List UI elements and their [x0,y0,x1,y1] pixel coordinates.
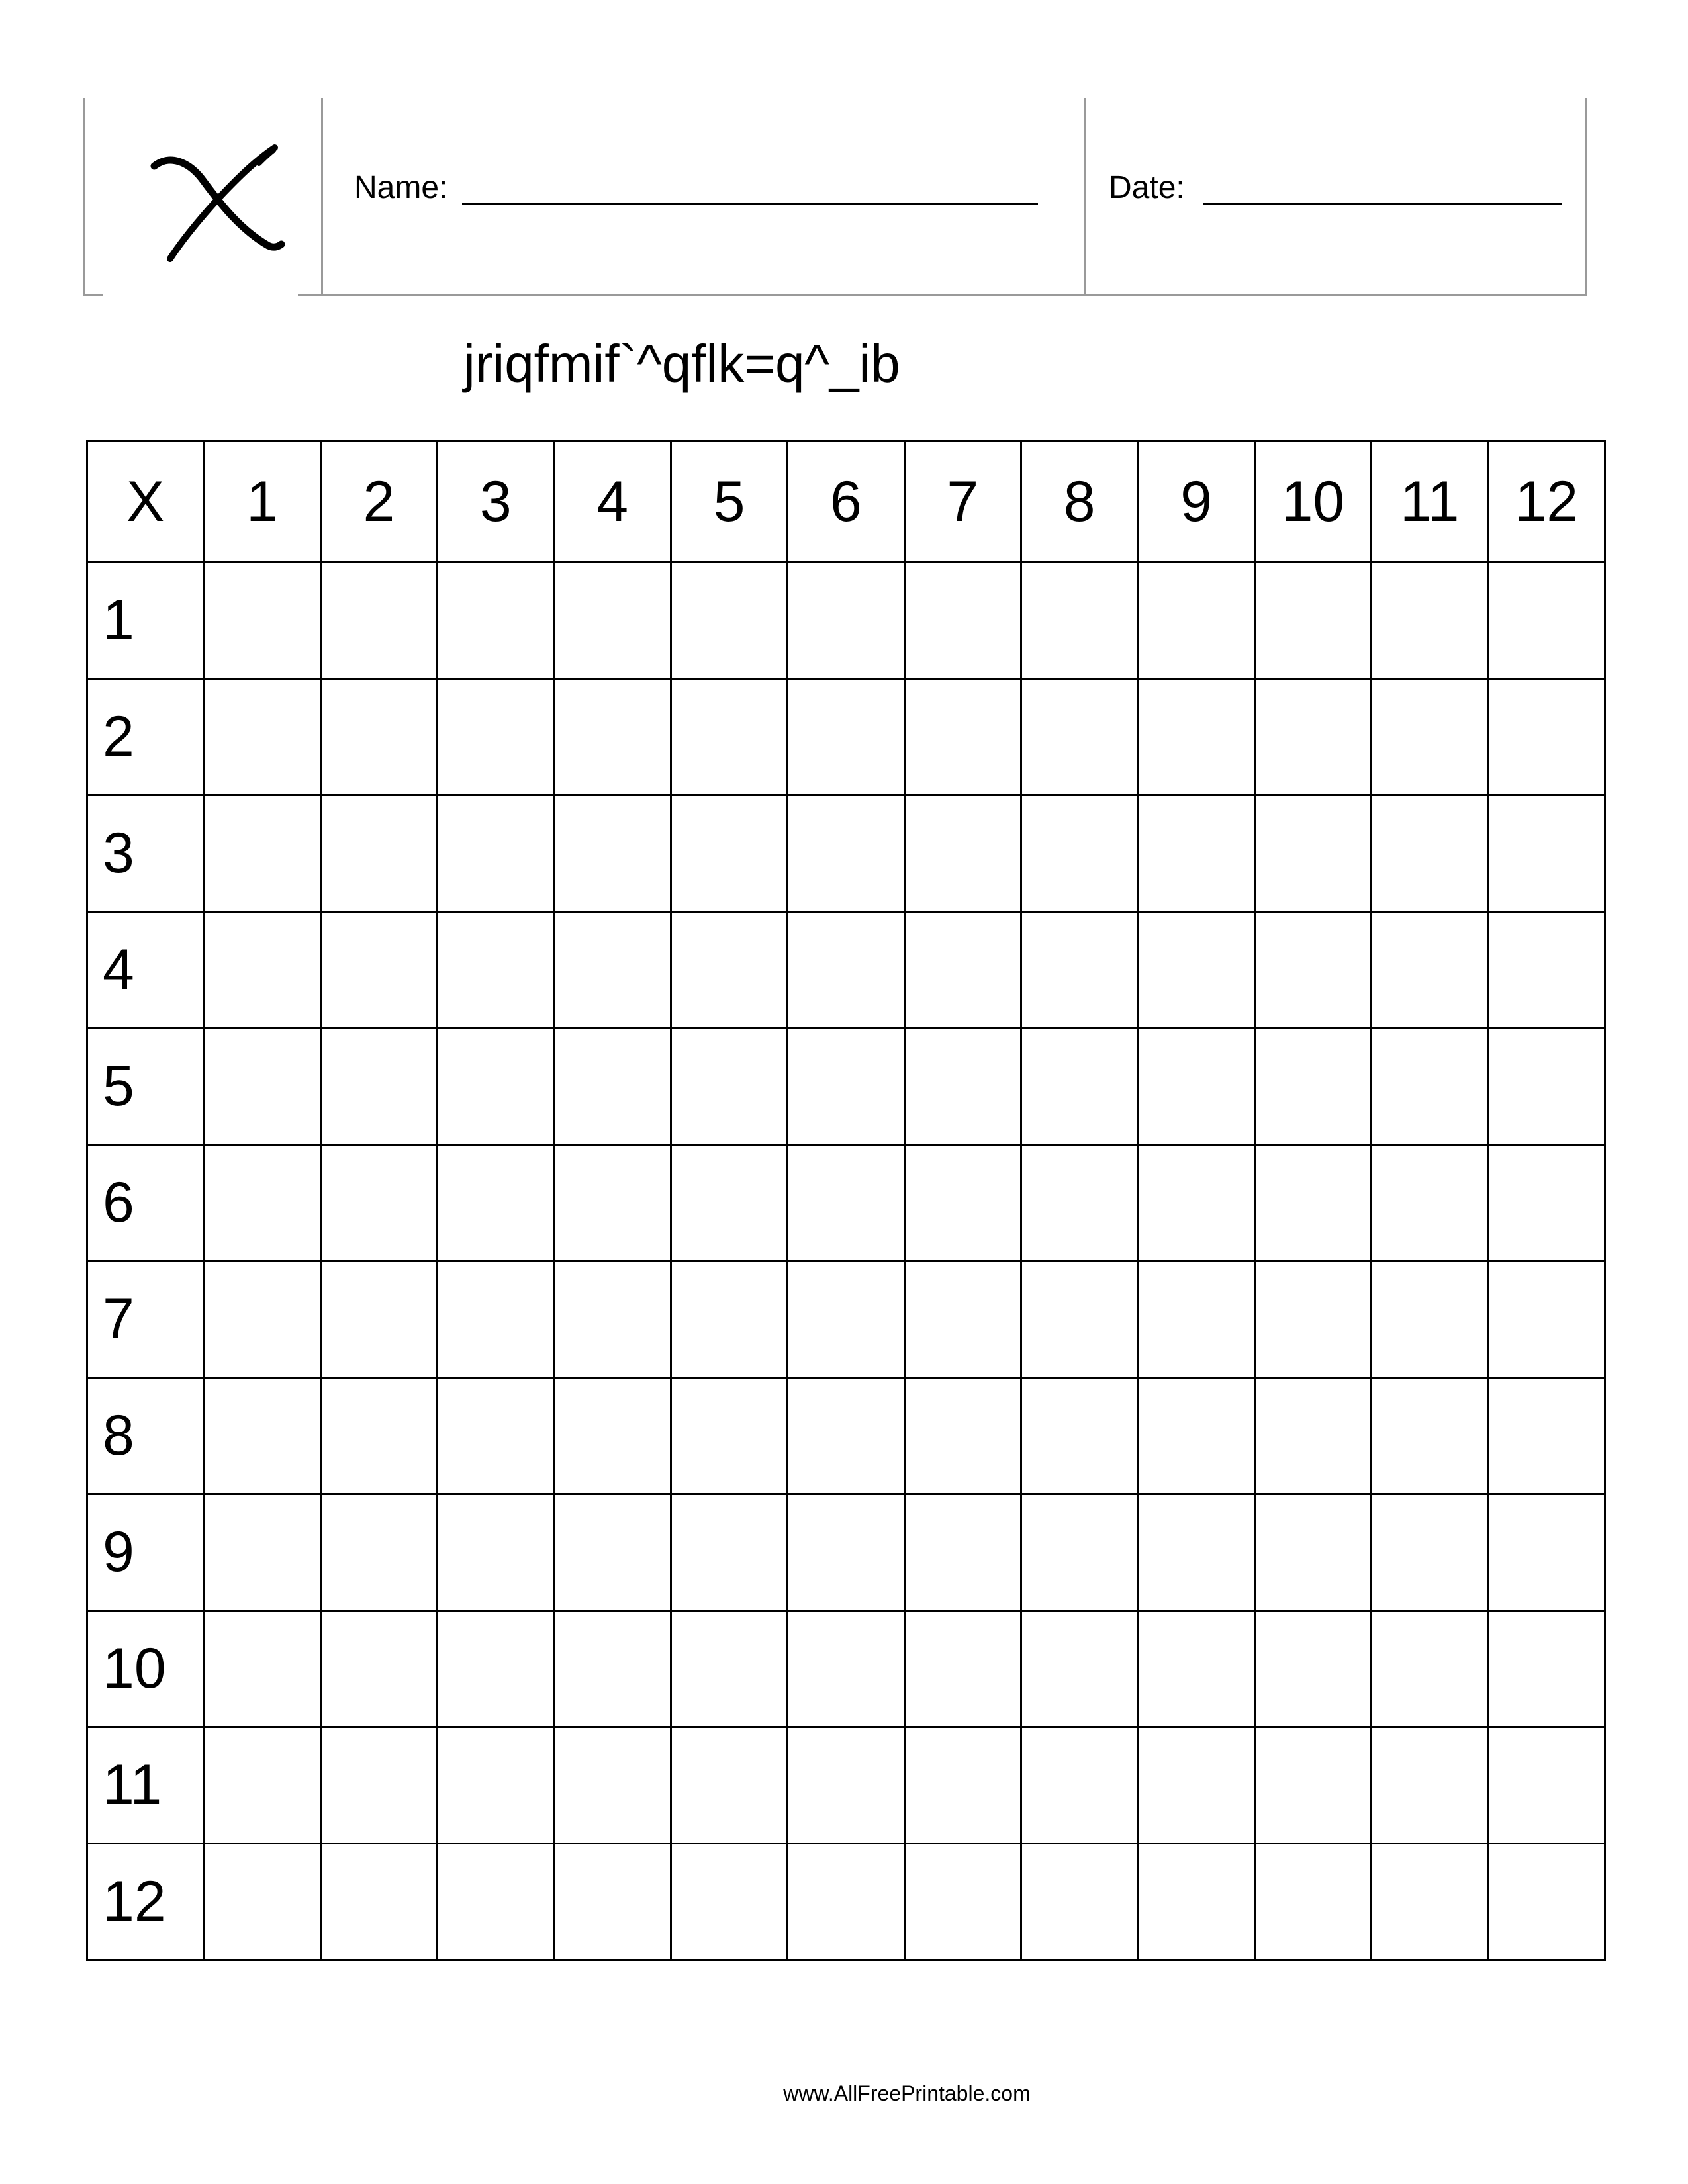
table-row [87,563,1605,679]
row-header-1: 1 [87,563,204,679]
column-header-11: 11 [1372,441,1488,563]
answer-cell-11-1[interactable] [204,1727,320,1844]
answer-cell-7-5[interactable] [671,1261,787,1378]
answer-cell-11-5[interactable] [671,1727,787,1844]
answer-cell-9-5[interactable] [671,1494,787,1611]
row-header-4: 4 [87,912,204,1028]
answer-cell-2-6[interactable] [788,679,904,796]
row-header-5: 5 [87,1028,204,1145]
answer-cell-7-12[interactable] [1488,1261,1605,1378]
answer-cell-9-11[interactable] [1372,1494,1488,1611]
answer-cell-2-8[interactable] [1021,679,1138,796]
answer-cell-2-10[interactable] [1254,679,1371,796]
answer-cell-6-10[interactable] [1254,1145,1371,1261]
answer-cell-10-3[interactable] [438,1611,554,1727]
answer-cell-6-9[interactable] [1138,1145,1254,1261]
answer-cell-10-2[interactable] [320,1611,437,1727]
row-header-9: 9 [87,1494,204,1611]
multiplication-x-logo-icon [142,134,288,267]
answer-cell-10-7[interactable] [904,1611,1021,1727]
answer-cell-4-3[interactable] [438,912,554,1028]
answer-cell-6-3[interactable] [438,1145,554,1261]
answer-cell-6-4[interactable] [554,1145,671,1261]
answer-cell-1-5[interactable] [671,563,787,679]
answer-cell-6-11[interactable] [1372,1145,1488,1261]
answer-cell-3-10[interactable] [1254,796,1371,912]
column-header-1: 1 [204,441,320,563]
worksheet-title: jriqfmif`^qflk=q^_ib [463,334,900,393]
answer-cell-1-6[interactable] [788,563,904,679]
answer-cell-8-8[interactable] [1021,1378,1138,1494]
answer-cell-2-9[interactable] [1138,679,1254,796]
answer-cell-8-5[interactable] [671,1378,787,1494]
answer-cell-8-2[interactable] [320,1378,437,1494]
answer-cell-11-10[interactable] [1254,1727,1371,1844]
row-header-10: 10 [87,1611,204,1727]
answer-cell-8-10[interactable] [1254,1378,1371,1494]
answer-cell-5-4[interactable] [554,1028,671,1145]
answer-cell-10-5[interactable] [671,1611,787,1727]
worksheet-header [83,98,1587,296]
multiplication-table [86,440,1606,1961]
answer-cell-3-5[interactable] [671,796,787,912]
answer-cell-2-4[interactable] [554,679,671,796]
table-row [87,1028,1605,1145]
column-header-10: 10 [1254,441,1371,563]
table-row [87,679,1605,796]
table-row [87,912,1605,1028]
answer-cell-7-4[interactable] [554,1261,671,1378]
answer-cell-3-2[interactable] [320,796,437,912]
answer-cell-5-7[interactable] [904,1028,1021,1145]
footer-website: www.AllFreePrintable.com [783,2081,1031,2105]
header-divider-date [1084,98,1086,295]
answer-cell-5-11[interactable] [1372,1028,1488,1145]
answer-cell-11-8[interactable] [1021,1727,1138,1844]
answer-cell-2-2[interactable] [320,679,437,796]
answer-cell-1-1[interactable] [204,563,320,679]
answer-cell-3-4[interactable] [554,796,671,912]
answer-cell-8-4[interactable] [554,1378,671,1494]
answer-cell-10-8[interactable] [1021,1611,1138,1727]
column-header-3: 3 [438,441,554,563]
table-row [87,1727,1605,1844]
table-row [87,1378,1605,1494]
answer-cell-7-3[interactable] [438,1261,554,1378]
answer-cell-10-10[interactable] [1254,1611,1371,1727]
answer-cell-4-12[interactable] [1488,912,1605,1028]
answer-cell-12-1[interactable] [204,1844,320,1960]
answer-cell-2-1[interactable] [204,679,320,796]
answer-cell-1-2[interactable] [320,563,437,679]
answer-cell-4-4[interactable] [554,912,671,1028]
date-field-line[interactable] [1203,203,1562,205]
answer-cell-9-2[interactable] [320,1494,437,1611]
answer-cell-5-12[interactable] [1488,1028,1605,1145]
answer-cell-11-9[interactable] [1138,1727,1254,1844]
answer-cell-11-2[interactable] [320,1727,437,1844]
answer-cell-3-8[interactable] [1021,796,1138,912]
answer-cell-8-11[interactable] [1372,1378,1488,1494]
answer-cell-5-8[interactable] [1021,1028,1138,1145]
answer-cell-8-1[interactable] [204,1378,320,1494]
answer-cell-12-2[interactable] [320,1844,437,1960]
answer-cell-9-8[interactable] [1021,1494,1138,1611]
answer-cell-6-5[interactable] [671,1145,787,1261]
column-header-8: 8 [1021,441,1138,563]
answer-cell-12-3[interactable] [438,1844,554,1960]
header-divider-logo [321,98,323,295]
answer-cell-9-3[interactable] [438,1494,554,1611]
answer-cell-2-11[interactable] [1372,679,1488,796]
row-header-11: 11 [87,1727,204,1844]
table-header-row [87,441,1605,563]
answer-cell-11-7[interactable] [904,1727,1021,1844]
answer-cell-7-8[interactable] [1021,1261,1138,1378]
answer-cell-8-9[interactable] [1138,1378,1254,1494]
answer-cell-12-7[interactable] [904,1844,1021,1960]
answer-cell-4-11[interactable] [1372,912,1488,1028]
answer-cell-1-9[interactable] [1138,563,1254,679]
answer-cell-1-12[interactable] [1488,563,1605,679]
answer-cell-6-7[interactable] [904,1145,1021,1261]
answer-cell-4-2[interactable] [320,912,437,1028]
column-header-4: 4 [554,441,671,563]
answer-cell-12-8[interactable] [1021,1844,1138,1960]
answer-cell-7-1[interactable] [204,1261,320,1378]
column-header-5: 5 [671,441,787,563]
answer-cell-7-9[interactable] [1138,1261,1254,1378]
answer-cell-3-1[interactable] [204,796,320,912]
row-header-8: 8 [87,1378,204,1494]
answer-cell-10-9[interactable] [1138,1611,1254,1727]
answer-cell-12-12[interactable] [1488,1844,1605,1960]
table-row [87,1611,1605,1727]
answer-cell-4-8[interactable] [1021,912,1138,1028]
answer-cell-4-1[interactable] [204,912,320,1028]
answer-cell-6-2[interactable] [320,1145,437,1261]
row-header-6: 6 [87,1145,204,1261]
answer-cell-8-7[interactable] [904,1378,1021,1494]
header-border-left [83,98,85,295]
answer-cell-8-6[interactable] [788,1378,904,1494]
answer-cell-1-3[interactable] [438,563,554,679]
row-header-2: 2 [87,679,204,796]
table-corner-cell: X [87,441,204,563]
answer-cell-4-5[interactable] [671,912,787,1028]
answer-cell-12-9[interactable] [1138,1844,1254,1960]
column-header-12: 12 [1488,441,1605,563]
answer-cell-3-3[interactable] [438,796,554,912]
answer-cell-1-7[interactable] [904,563,1021,679]
answer-cell-7-7[interactable] [904,1261,1021,1378]
row-header-3: 3 [87,796,204,912]
answer-cell-12-5[interactable] [671,1844,787,1960]
answer-cell-1-4[interactable] [554,563,671,679]
answer-cell-7-6[interactable] [788,1261,904,1378]
answer-cell-9-10[interactable] [1254,1494,1371,1611]
answer-cell-10-11[interactable] [1372,1611,1488,1727]
answer-cell-5-2[interactable] [320,1028,437,1145]
table-row [87,1494,1605,1611]
answer-cell-6-8[interactable] [1021,1145,1138,1261]
answer-cell-3-6[interactable] [788,796,904,912]
answer-cell-9-7[interactable] [904,1494,1021,1611]
answer-cell-9-12[interactable] [1488,1494,1605,1611]
table-row [87,1844,1605,1960]
answer-cell-12-4[interactable] [554,1844,671,1960]
name-label: Name: [354,170,448,205]
answer-cell-11-4[interactable] [554,1727,671,1844]
answer-cell-10-12[interactable] [1488,1611,1605,1727]
answer-cell-7-11[interactable] [1372,1261,1488,1378]
date-label: Date: [1109,170,1185,205]
header-border-bottom-left [83,294,103,296]
column-header-2: 2 [320,441,437,563]
answer-cell-9-1[interactable] [204,1494,320,1611]
answer-cell-12-6[interactable] [788,1844,904,1960]
answer-cell-7-2[interactable] [320,1261,437,1378]
answer-cell-10-6[interactable] [788,1611,904,1727]
answer-cell-5-6[interactable] [788,1028,904,1145]
answer-cell-4-9[interactable] [1138,912,1254,1028]
answer-cell-1-10[interactable] [1254,563,1371,679]
header-border-right [1585,98,1587,295]
answer-cell-12-11[interactable] [1372,1844,1488,1960]
answer-cell-1-11[interactable] [1372,563,1488,679]
answer-cell-12-10[interactable] [1254,1844,1371,1960]
answer-cell-3-9[interactable] [1138,796,1254,912]
answer-cell-4-6[interactable] [788,912,904,1028]
answer-cell-4-10[interactable] [1254,912,1371,1028]
answer-cell-5-3[interactable] [438,1028,554,1145]
column-header-6: 6 [788,441,904,563]
answer-cell-8-12[interactable] [1488,1378,1605,1494]
answer-cell-3-11[interactable] [1372,796,1488,912]
answer-cell-9-6[interactable] [788,1494,904,1611]
row-header-12: 12 [87,1844,204,1960]
table-body [87,563,1605,1960]
answer-cell-11-11[interactable] [1372,1727,1488,1844]
name-field-line[interactable] [462,203,1038,205]
answer-cell-9-9[interactable] [1138,1494,1254,1611]
answer-cell-2-12[interactable] [1488,679,1605,796]
column-header-7: 7 [904,441,1021,563]
header-border-bottom [298,294,1587,296]
answer-cell-10-4[interactable] [554,1611,671,1727]
answer-cell-5-5[interactable] [671,1028,787,1145]
answer-cell-3-12[interactable] [1488,796,1605,912]
answer-cell-4-7[interactable] [904,912,1021,1028]
answer-cell-6-6[interactable] [788,1145,904,1261]
answer-cell-1-8[interactable] [1021,563,1138,679]
column-header-9: 9 [1138,441,1254,563]
answer-cell-2-5[interactable] [671,679,787,796]
answer-cell-11-3[interactable] [438,1727,554,1844]
answer-cell-3-7[interactable] [904,796,1021,912]
answer-cell-11-6[interactable] [788,1727,904,1844]
table-row [87,1261,1605,1378]
table-row [87,1145,1605,1261]
answer-cell-9-4[interactable] [554,1494,671,1611]
row-header-7: 7 [87,1261,204,1378]
answer-cell-5-1[interactable] [204,1028,320,1145]
table-row [87,796,1605,912]
answer-cell-8-3[interactable] [438,1378,554,1494]
answer-cell-5-10[interactable] [1254,1028,1371,1145]
answer-cell-10-1[interactable] [204,1611,320,1727]
answer-cell-5-9[interactable] [1138,1028,1254,1145]
answer-cell-6-12[interactable] [1488,1145,1605,1261]
answer-cell-11-12[interactable] [1488,1727,1605,1844]
answer-cell-2-7[interactable] [904,679,1021,796]
answer-cell-2-3[interactable] [438,679,554,796]
answer-cell-6-1[interactable] [204,1145,320,1261]
answer-cell-7-10[interactable] [1254,1261,1371,1378]
